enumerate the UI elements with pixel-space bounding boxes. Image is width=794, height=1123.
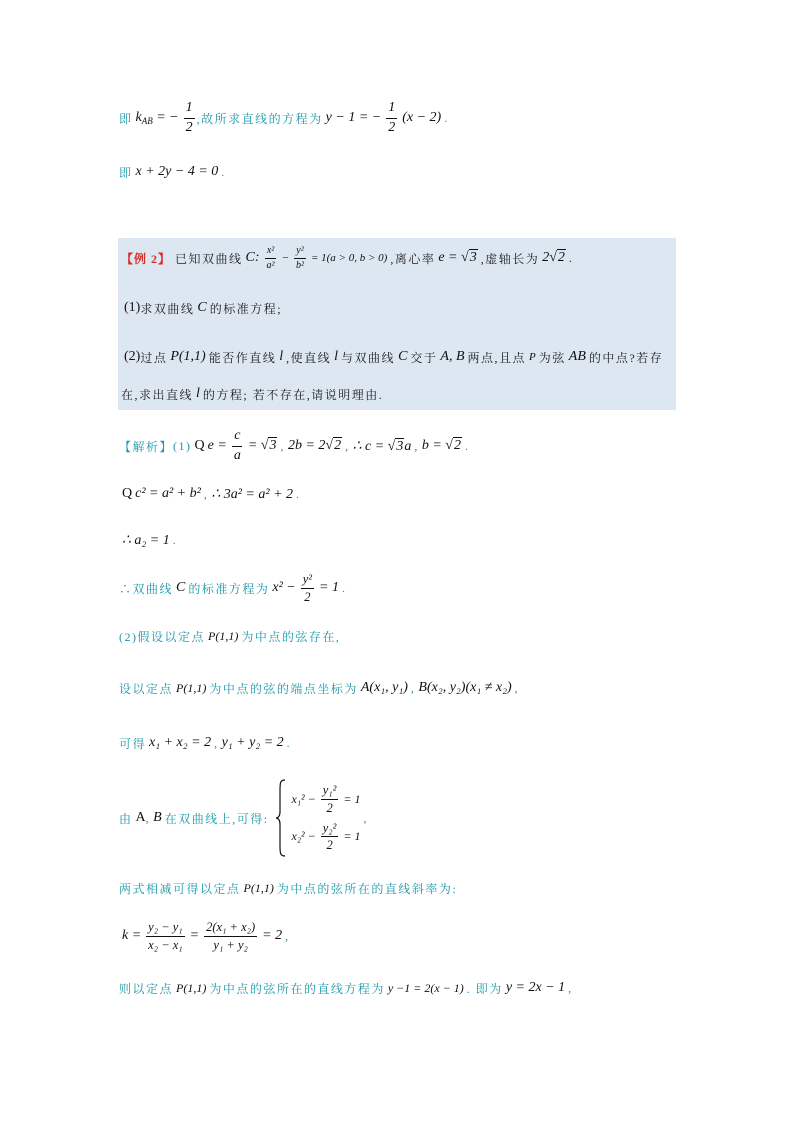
end-punctuation: . — [296, 486, 301, 501]
example-text: ,虚轴长为 — [480, 251, 540, 266]
final-line-equation: y = 2x − 1 — [505, 980, 566, 995]
example-line-2 — [121, 290, 282, 326]
end-punctuation: . — [444, 110, 449, 125]
imaginary-axis-length — [542, 250, 566, 266]
equation-system — [289, 783, 364, 853]
analysis-text: ∴双曲线 — [119, 581, 174, 596]
c-factor: a — [404, 438, 412, 454]
fraction-one-half — [386, 100, 397, 135]
analysis-line-4 — [119, 566, 346, 610]
fraction-y2-over-2 — [301, 572, 314, 604]
fraction-slope-difference — [146, 920, 184, 952]
part-number: (2) — [124, 349, 141, 364]
point-p: P(1,1) — [176, 980, 207, 995]
fraction-denominator: a² — [266, 259, 275, 271]
example-text: 的标准方程; — [209, 301, 283, 316]
analysis-line-7 — [119, 721, 291, 765]
end-punctuation: . — [568, 250, 574, 265]
system-rhs: = 1 — [343, 829, 361, 844]
endpoint-b: B(x₂, y₂)(x₁ ≠ x₂) — [418, 680, 512, 695]
analysis-line-6 — [119, 666, 519, 710]
analysis-line-10 — [119, 914, 290, 958]
equals-root: = √ — [247, 438, 269, 453]
example-text: ,离心率 — [390, 251, 436, 266]
end-punctuation: , — [514, 680, 520, 695]
analysis-line-5 — [119, 614, 340, 658]
analysis-text: 为中点的弦所在的直线方程为 — [209, 981, 385, 996]
lead-word: 即 — [119, 111, 133, 126]
separator: , — [145, 810, 151, 825]
analysis-line-1 — [119, 424, 470, 468]
example-problem-box — [118, 238, 676, 410]
prev-solution-line-1 — [119, 96, 449, 140]
end-punctuation: . — [286, 735, 292, 750]
c-value — [353, 438, 412, 455]
analysis-text: (2)假设以定点 — [119, 629, 205, 644]
system-row-1 — [289, 783, 364, 815]
fraction-denominator: y₁ + y₂ — [213, 937, 248, 952]
c-lhs: ∴ c = √ — [352, 438, 396, 454]
point-b: B — [153, 810, 162, 825]
analysis-line-9 — [119, 866, 457, 910]
fraction-numerator: y₂² — [321, 821, 339, 837]
fraction-denominator: 2 — [185, 119, 193, 135]
fraction-numerator: y₁² — [321, 783, 339, 799]
analysis-text: 可得 — [119, 736, 147, 751]
system-fraction — [321, 821, 339, 853]
prev-solution-line-2 — [119, 150, 226, 194]
separator: , — [414, 438, 419, 453]
end-punctuation: . — [465, 438, 470, 453]
system-row-2 — [289, 821, 364, 853]
fraction-numerator: y² — [301, 572, 314, 588]
example-text: 过点 — [140, 350, 168, 365]
point-p: P(1,1) — [170, 349, 206, 364]
example-text: 的方程; 若不存在,请说明理由. — [202, 387, 384, 402]
separator: , — [203, 486, 209, 501]
equals-sign: = — [189, 928, 200, 943]
analysis-text: 由 — [119, 811, 133, 826]
point-p: P(1,1) — [208, 628, 239, 643]
analysis-text: 两式相减可得以定点 — [119, 881, 241, 896]
end-punctuation: , — [285, 928, 290, 943]
line-l: l — [334, 349, 339, 364]
line-equation-rhs: (x − 2) — [402, 110, 442, 125]
axis-coefficient: 2√ — [542, 250, 557, 265]
system-lhs: x₁² − — [291, 791, 316, 806]
example-line-1 — [121, 240, 573, 276]
line-equation-text: ,故所求直线的方程为 — [196, 111, 323, 126]
end-punctuation: . — [221, 164, 226, 179]
fraction-y2-b2 — [294, 245, 306, 271]
radicand: 3 — [469, 250, 477, 265]
analysis-text: 设以定点 — [119, 681, 174, 696]
chord-ab: AB — [568, 349, 586, 364]
separator: , — [214, 735, 219, 750]
analysis-line-8 — [119, 778, 368, 858]
point-slope-equation: y −1 = 2(x − 1) — [387, 980, 464, 995]
example-text: 在,求出直线 — [121, 387, 194, 402]
points-a-b: A, B — [440, 349, 465, 364]
fraction-x2-a2 — [265, 245, 277, 271]
standard-equation-rhs: = 1 — [319, 580, 339, 595]
system-rhs: = 1 — [343, 791, 361, 806]
hyperbola-condition: = 1(a > 0, b > 0) — [310, 252, 388, 264]
radicand: 2 — [557, 250, 565, 265]
fraction-denominator: a — [233, 447, 241, 463]
separator: , — [280, 438, 285, 453]
example-text: 交于 — [410, 350, 438, 365]
standard-equation-lhs: x² − — [272, 580, 296, 595]
analysis-text: 为中点的弦的端点坐标为 — [209, 681, 358, 696]
because-symbol: Q — [194, 438, 205, 453]
fraction-numerator: 1 — [386, 100, 397, 118]
analysis-line-3 — [119, 518, 177, 562]
x-sum: x₁ + x₂ = 2 — [149, 735, 212, 750]
analysis-line-11 — [119, 966, 573, 1010]
example-line-4 — [121, 376, 383, 412]
b-value — [422, 438, 462, 454]
final-line-equation: x + 2y − 4 = 0 — [135, 164, 219, 179]
example-text: 两点,且点 — [467, 350, 527, 365]
curve-name: C — [197, 300, 207, 315]
relation-equation: c² = a² + b² — [135, 486, 201, 501]
radicand: 2 — [454, 438, 461, 453]
fraction-slope-sum — [204, 920, 257, 952]
radicand: 3 — [396, 438, 404, 454]
left-brace-icon — [275, 779, 287, 857]
part-number: (1) — [124, 300, 141, 315]
fraction-c-over-a — [232, 428, 243, 463]
line-equation-lhs: y − 1 = − — [325, 110, 382, 125]
fraction-denominator: b² — [295, 259, 304, 271]
axis-equation — [288, 438, 342, 454]
lead-word: 即 — [119, 165, 133, 180]
end-punctuation: . — [172, 532, 178, 547]
line-l: l — [196, 386, 200, 401]
fraction-denominator: 2 — [304, 589, 311, 604]
line-l: l — [279, 349, 284, 364]
endpoint-a: A(x₁, y₁) — [360, 680, 408, 695]
system-fraction — [321, 783, 339, 815]
end-punctuation: , — [568, 980, 573, 995]
because-symbol: Q — [122, 486, 133, 501]
fraction-numerator: 1 — [184, 100, 195, 118]
a-value: ∴ a₂ = 1 — [122, 532, 170, 548]
slope-k: k — [135, 110, 142, 125]
system-lhs: x₂² − — [291, 829, 316, 844]
y-sum: y₁ + y₂ = 2 — [221, 735, 284, 750]
analysis-text: . 即为 — [466, 981, 503, 996]
slope-k: k = — [122, 928, 142, 943]
example-text: 求双曲线 — [140, 301, 195, 316]
analysis-label: 【解析】 — [119, 439, 174, 454]
example-line-3 — [121, 339, 663, 375]
example-text: 的中点?若存 — [588, 350, 664, 365]
axis-lhs: 2b = 2√ — [287, 438, 334, 453]
point-p: P(1,1) — [243, 880, 274, 895]
eccentricity-lhs: e = √ — [438, 250, 469, 265]
part-number: (1) — [173, 438, 192, 453]
radicand: 3 — [269, 438, 277, 453]
fraction-numerator: c — [232, 428, 242, 446]
example-text: 与双曲线 — [341, 350, 396, 365]
separator: , — [410, 680, 416, 695]
curve-name: C: — [245, 250, 260, 265]
point-a: A — [135, 810, 146, 825]
slope-subscript: AB — [141, 116, 153, 126]
analysis-text: 在双曲线上,可得: — [164, 811, 269, 826]
analysis-text: 的标准方程为 — [188, 581, 270, 596]
analysis-line-2 — [119, 472, 301, 516]
point-p-label: P — [529, 351, 536, 363]
analysis-text: 为中点的弦存在, — [241, 629, 341, 644]
fraction-denominator: 2 — [388, 119, 396, 135]
fraction-numerator: y₂ − y₁ — [146, 920, 184, 936]
curve-name: C — [176, 580, 186, 595]
analysis-text: 则以定点 — [119, 981, 174, 996]
radicand: 2 — [334, 438, 342, 453]
eccentricity-lhs: e = — [207, 438, 227, 453]
b-lhs: b = √ — [421, 438, 453, 453]
fraction-denominator: 2 — [326, 800, 333, 815]
substituted-equation: ∴ 3a² = a² + 2 — [211, 486, 294, 502]
example-text: 能否作直线 — [208, 350, 277, 365]
fraction-one-half — [184, 100, 195, 135]
slope-expression — [136, 110, 179, 126]
slope-value: = 2 — [262, 928, 283, 943]
example-label: 【例 2】 — [121, 251, 172, 266]
end-punctuation: , — [363, 810, 369, 825]
fraction-denominator: 2 — [326, 838, 333, 853]
slope-equals: = − — [152, 110, 179, 125]
example-text: 已知双曲线 — [175, 251, 243, 266]
fraction-numerator: y² — [294, 245, 305, 259]
end-punctuation: . — [341, 580, 347, 595]
fraction-denominator: x₂ − x₁ — [148, 937, 183, 952]
eccentricity — [438, 250, 477, 266]
minus-sign: − — [281, 252, 289, 264]
fraction-numerator: 2(x₁ + x₂) — [204, 920, 257, 936]
separator: , — [345, 438, 350, 453]
example-text: ,使直线 — [286, 350, 332, 365]
example-text: 为弦 — [538, 350, 566, 365]
analysis-text: 为中点的弦所在的直线斜率为: — [276, 881, 458, 896]
fraction-numerator: x² — [265, 245, 276, 259]
point-p: P(1,1) — [176, 680, 207, 695]
eccentricity-value — [248, 438, 278, 454]
curve-name: C — [398, 349, 408, 364]
